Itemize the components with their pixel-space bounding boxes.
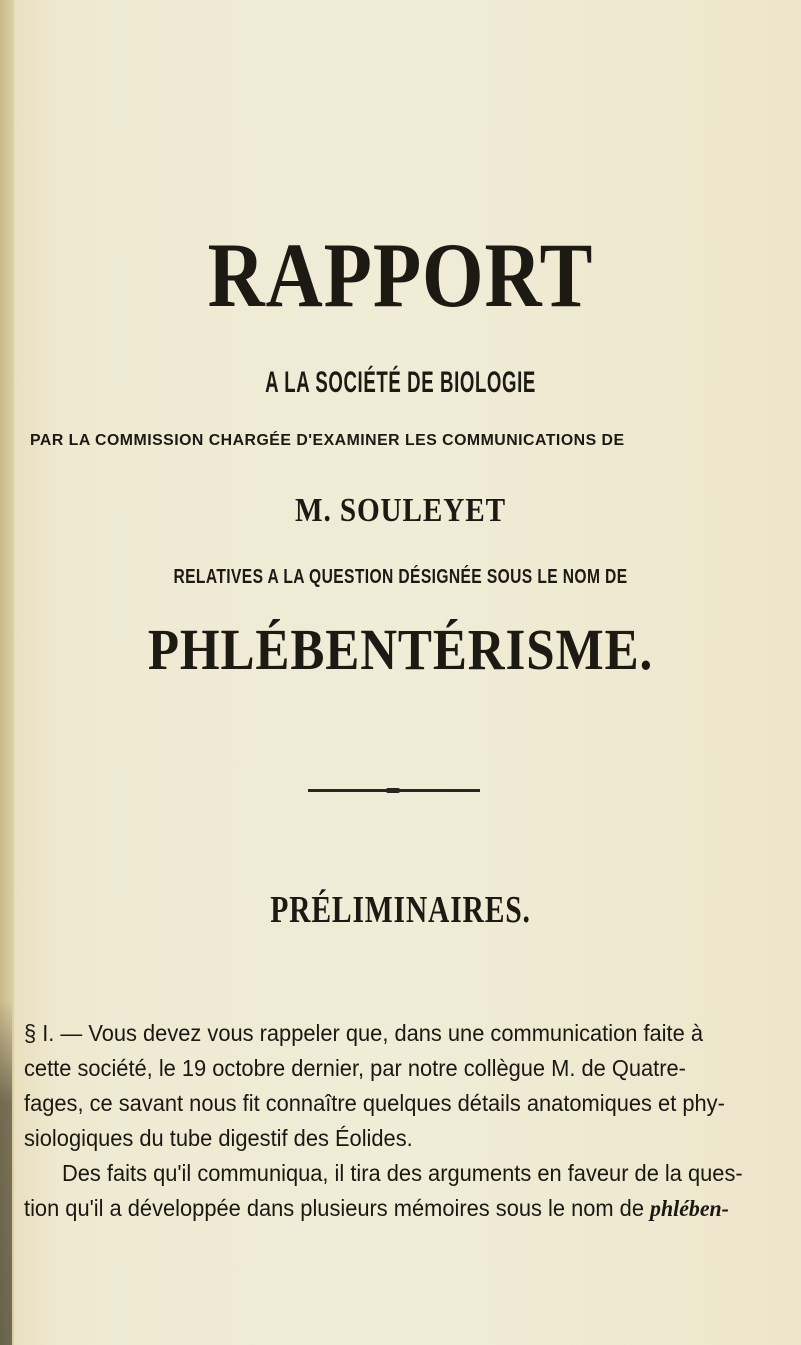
- paragraph-line: siologiques du tube digestif des Éolides.: [24, 1125, 413, 1151]
- section-heading: PRÉLIMINAIRES.: [270, 889, 531, 931]
- paragraph-line: fages, ce savant nous fit connaître quelques détails anatomiques et phy-: [24, 1090, 725, 1116]
- paragraph-line: cette société, le 19 octobre dernier, par notre collègue M. de Quatre-: [24, 1055, 686, 1081]
- term-heading: PHLÉBENTÉRISME.: [147, 617, 654, 682]
- report-subtitle: A LA SOCIÉTÉ DE BIOLOGIE: [265, 366, 536, 399]
- paragraph-line: Des faits qu'il communiqua, il tira des arguments en faveur de la ques-: [62, 1160, 743, 1186]
- italic-term: phlében-: [650, 1196, 729, 1221]
- body-paragraph: [24, 1016, 784, 1226]
- paragraph-line-text: tion qu'il a développée dans plusieurs mémoires sous le nom de: [24, 1195, 644, 1221]
- decorative-rule: [308, 789, 480, 792]
- paragraph-line: § I. — Vous devez vous rappeler que, dans une communication faite à: [24, 1020, 703, 1046]
- paragraph-line-last: [24, 1191, 746, 1226]
- question-line: RELATIVES A LA QUESTION DÉSIGNÉE SOUS LE NOM DE: [173, 566, 628, 588]
- commission-byline: PAR LA COMMISSION CHARGÉE D'EXAMINER LES COMMUNICATIONS DE: [30, 432, 625, 449]
- report-title: RAPPORT: [207, 224, 594, 326]
- book-spine-shadow: [0, 1000, 12, 1345]
- author-name: M. SOULEYET: [295, 492, 506, 529]
